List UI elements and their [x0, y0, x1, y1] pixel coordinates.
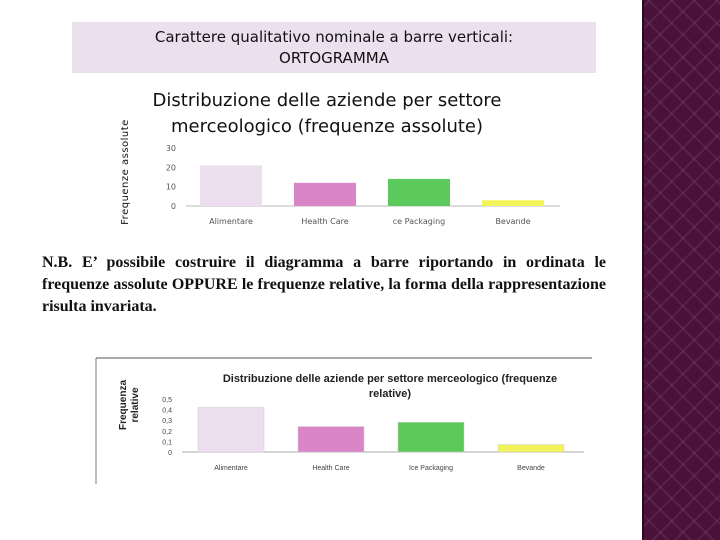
- chart2-title-line1: Distribuzione delle aziende per settore merceologico (frequenze: [222, 373, 558, 385]
- c2-y-tick-label-5: 0: [168, 450, 172, 457]
- c1-x-tick-label-0: Alimentare: [209, 217, 253, 226]
- c2-y-tick-label-4: 0,1: [162, 439, 172, 447]
- c2-x-tick-label-0: Alimentare: [214, 465, 248, 472]
- c2-y-tick-label-1: 0,4: [162, 407, 172, 415]
- relative-frequency-chart: [96, 358, 592, 484]
- c2-bar-1: [298, 427, 364, 452]
- chart2-y-axis-label-line1: Frequenza: [118, 379, 129, 431]
- absolute-frequency-chart: [110, 82, 570, 234]
- c1-y-tick-label-2: 10: [165, 182, 176, 192]
- chart1-title-line2: merceologico (frequenze assolute): [170, 116, 484, 137]
- slide-title-line2: ORTOGRAMMA: [279, 49, 389, 67]
- c1-x-tick-label-3: Bevande: [495, 217, 531, 226]
- c1-y-tick-label-3: 0: [170, 202, 176, 211]
- c2-bar-3: [498, 445, 564, 452]
- c2-y-tick-label-3: 0,2: [162, 428, 172, 436]
- c2-bar-2: [398, 422, 464, 452]
- slide-title-line1: Carattere qualitativo nominale a barre verticali:: [154, 28, 514, 46]
- note-text: N.B. E’ possibile costruire il diagramma a barre riportando in ordinata le frequenze assolute OPPURE le frequenze relative, la forma della rappresentazione risulta invariata.: [42, 254, 606, 315]
- slide-title-box: [72, 22, 596, 73]
- chart1-title-line1: Distribuzione delle aziende per settore: [152, 90, 502, 111]
- c2-x-tick-label-3: Bevande: [517, 465, 545, 472]
- c1-bar-2: [388, 179, 450, 206]
- decorative-side-panel: [642, 0, 720, 540]
- c1-bar-0: [200, 165, 262, 206]
- c1-y-tick-label-0: 30: [165, 144, 176, 153]
- c1-x-tick-label-2: ce Packaging: [392, 217, 446, 226]
- c2-x-tick-label-1: Health Care: [312, 465, 350, 472]
- chart2-y-axis-label-line2: relative: [130, 387, 141, 423]
- c1-bar-3: [482, 200, 544, 206]
- chart2-title-line2: relative): [368, 388, 412, 400]
- c1-y-tick-label-1: 20: [165, 163, 176, 173]
- c2-y-tick-label-2: 0,3: [162, 418, 172, 426]
- c2-x-tick-label-2: Ice Packaging: [409, 465, 453, 472]
- c1-x-tick-label-1: Health Care: [301, 217, 349, 226]
- c2-bar-0: [198, 407, 264, 452]
- chart1-y-axis-label: Frequenze assolute: [120, 119, 131, 225]
- c1-bar-1: [294, 183, 356, 206]
- c2-y-tick-label-0: 0,5: [162, 397, 172, 404]
